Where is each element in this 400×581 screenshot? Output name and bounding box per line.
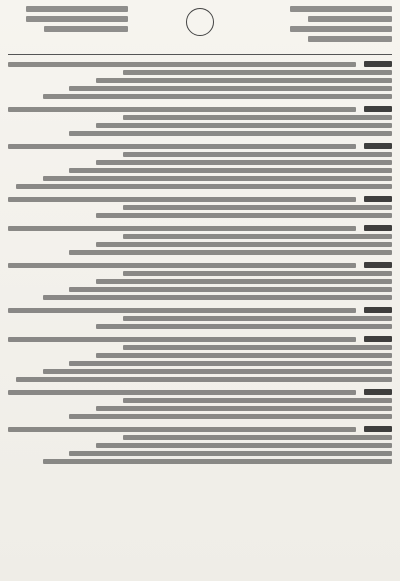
question-text-line <box>8 62 356 67</box>
question-text-line <box>123 205 392 210</box>
question-block <box>8 106 392 136</box>
question-text-line <box>43 295 392 300</box>
question-text-line <box>43 369 392 374</box>
question-text-line <box>96 242 392 247</box>
question-number <box>364 307 392 313</box>
question-text-line <box>96 78 392 83</box>
header-text-line <box>308 16 392 22</box>
header-divider <box>8 54 392 55</box>
question-heading <box>8 262 392 268</box>
question-text-line <box>69 451 392 456</box>
header-text-line <box>26 6 128 12</box>
question-text-line <box>69 287 392 292</box>
question-text-line <box>8 308 356 313</box>
question-text-line <box>69 131 392 136</box>
question-number <box>364 336 392 342</box>
question-text-line <box>96 443 392 448</box>
question-block <box>8 307 392 329</box>
question-text-line <box>8 144 356 149</box>
question-number <box>364 106 392 112</box>
question-text-line <box>96 406 392 411</box>
header-text-line <box>44 26 128 32</box>
question-text-line <box>8 226 356 231</box>
question-heading <box>8 225 392 231</box>
question-text-line <box>8 390 356 395</box>
question-block <box>8 389 392 419</box>
question-heading <box>8 426 392 432</box>
question-text-line <box>96 353 392 358</box>
question-heading <box>8 196 392 202</box>
question-number <box>364 262 392 268</box>
header-text-line <box>290 26 392 32</box>
question-text-line <box>123 271 392 276</box>
question-heading <box>8 106 392 112</box>
question-block <box>8 262 392 300</box>
question-block <box>8 336 392 382</box>
question-text-line <box>96 160 392 165</box>
question-text-line <box>69 86 392 91</box>
question-number <box>364 61 392 67</box>
question-heading <box>8 61 392 67</box>
question-text-line <box>69 250 392 255</box>
question-number <box>364 225 392 231</box>
question-block <box>8 143 392 189</box>
question-block <box>8 426 392 464</box>
question-heading <box>8 389 392 395</box>
question-text-line <box>96 213 392 218</box>
header-right-block <box>272 6 392 42</box>
question-block <box>8 196 392 218</box>
question-text-line <box>123 435 392 440</box>
header-text-line <box>308 36 392 42</box>
question-text-line <box>16 377 392 382</box>
exam-body <box>8 61 392 464</box>
question-text-line <box>123 234 392 239</box>
question-text-line <box>8 337 356 342</box>
ministry-emblem-icon <box>186 8 214 36</box>
question-text-line <box>8 107 356 112</box>
question-text-line <box>96 123 392 128</box>
question-text-line <box>8 197 356 202</box>
question-text-line <box>96 279 392 284</box>
question-block <box>8 61 392 99</box>
question-text-line <box>69 168 392 173</box>
question-number <box>364 196 392 202</box>
header-text-line <box>26 16 128 22</box>
question-text-line <box>16 184 392 189</box>
question-text-line <box>69 361 392 366</box>
question-number <box>364 389 392 395</box>
question-text-line <box>123 115 392 120</box>
question-text-line <box>43 176 392 181</box>
question-text-line <box>123 70 392 75</box>
question-heading <box>8 143 392 149</box>
exam-header <box>8 6 392 50</box>
question-number <box>364 143 392 149</box>
question-text-line <box>69 414 392 419</box>
question-text-line <box>123 398 392 403</box>
question-text-line <box>96 324 392 329</box>
question-text-line <box>123 316 392 321</box>
question-text-line <box>43 94 392 99</box>
question-block <box>8 225 392 255</box>
question-text-line <box>123 152 392 157</box>
question-text-line <box>8 263 356 268</box>
question-heading <box>8 336 392 342</box>
question-text-line <box>8 427 356 432</box>
question-heading <box>8 307 392 313</box>
header-left-block <box>8 6 128 32</box>
question-number <box>364 426 392 432</box>
question-text-line <box>123 345 392 350</box>
question-text-line <box>43 459 392 464</box>
header-text-line <box>290 6 392 12</box>
